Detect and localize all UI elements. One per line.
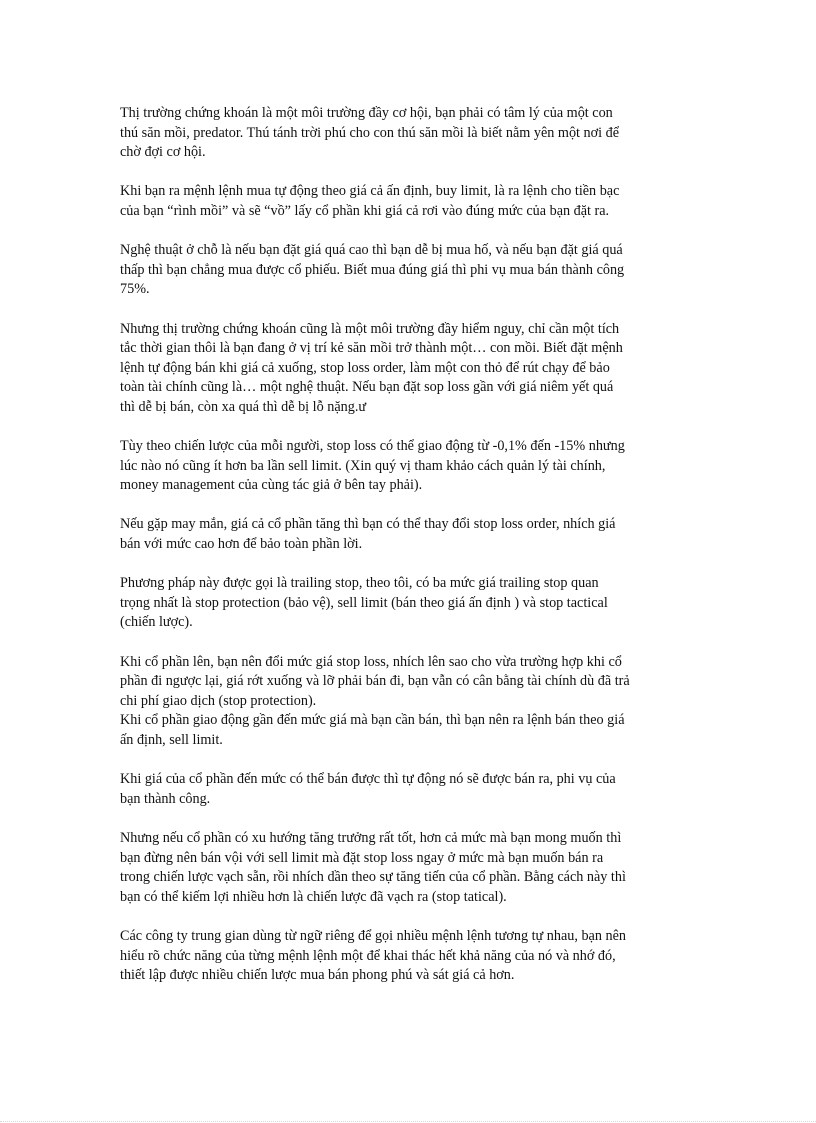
document-body (120, 104, 700, 1005)
text-line: Tùy theo chiến lược của mỗi người, stop loss có thể giao động từ -0,1% đến -15% nhưng (120, 438, 625, 455)
text-line: trọng nhất là stop protection (bảo vệ), sell limit (bán theo giá ấn định ) và stop tactical (120, 594, 608, 611)
text-line: toàn tài chính cũng là… một nghệ thuật. Nếu bạn đặt sop loss gần với giá niêm yết quá (120, 379, 614, 396)
text-line: Khi cổ phần lên, bạn nên đổi mức giá stop loss, nhích lên sao cho vừa trường hợp khi cổ (120, 653, 622, 670)
text-line: bạn thành công. (120, 790, 211, 807)
text-line: thấp thì bạn chẳng mua được cổ phiếu. Biết mua đúng giá thì phi vụ mua bán thành công (120, 261, 625, 278)
text-line: của bạn “rình mồi” và sẽ “vồ” lấy cổ phần khi giá cả rơi vào đúng mức của bạn đặt ra. (120, 202, 610, 219)
page-bottom-divider (0, 1121, 816, 1122)
text-line: tắc thời gian thôi là bạn đang ở vị trí kẻ săn mồi trở thành một… con mồi. Biết đặt mệnh (120, 340, 623, 357)
paragraph (120, 770, 700, 809)
text-line: lệnh tự động bán khi giá cả xuống, stop loss order, làm một con thỏ để rút chạy để bảo (120, 359, 610, 376)
text-line: Khi giá của cổ phần đến mức có thể bán được thì tự động nó sẽ được bán ra, phi vụ của (120, 771, 616, 788)
text-line: Các công ty trung gian dùng từ ngữ riêng để gọi nhiều mệnh lệnh tương tự nhau, bạn nên (120, 927, 626, 944)
text-line: ấn định, sell limit. (120, 732, 223, 748)
text-line: bạn có thể kiếm lợi nhiều hơn là chiến lược đã vạch ra (stop tatical). (120, 888, 507, 905)
paragraph (120, 829, 700, 907)
text-line: money management của cùng tác giả ở bên tay phải). (120, 477, 423, 494)
text-line: Nghệ thuật ở chỗ là nếu bạn đặt giá quá cao thì bạn dễ bị mua hố, và nếu bạn đặt giá quá (120, 242, 623, 259)
text-line: bán với mức cao hơn để bảo toàn phần lời. (120, 536, 363, 553)
text-line: Khi bạn ra mệnh lệnh mua tự động theo giá cả ấn định, buy limit, là ra lệnh cho tiền bạc (120, 183, 620, 200)
text-line: trong chiến lược vạch sẵn, rồi nhích dần theo sự tăng tiến của cổ phần. Bằng cách này thì (120, 869, 626, 886)
paragraph (120, 241, 700, 300)
paragraph (120, 182, 700, 221)
text-line: (chiến lược). (120, 614, 193, 631)
paragraph (120, 711, 700, 750)
text-line: bạn đừng nên bán vội với sell limit mà đặt stop loss ngay ở mức mà bạn muốn bán ra (120, 849, 604, 866)
text-line: thiết lập được nhiều chiến lược mua bán phong phú và sát giá cả hơn. (120, 967, 515, 984)
paragraph (120, 927, 700, 986)
text-line: Nhưng thị trường chứng khoán cũng là một môi trường đầy hiểm nguy, chỉ cần một tích (120, 320, 620, 337)
text-line: Thị trường chứng khoán là một môi trường đầy cơ hội, bạn phải có tâm lý của một con (120, 105, 613, 121)
text-line: Khi cổ phần giao động gần đến mức giá mà bạn cần bán, thì bạn nên ra lệnh bán theo giá (120, 712, 625, 729)
text-line: Nếu gặp may mắn, giá cả cổ phần tăng thì bạn có thể thay đổi stop loss order, nhích giá (120, 516, 616, 533)
text-line: 75%. (120, 281, 150, 298)
text-line: phần đi ngược lại, giá rớt xuống và lỡ phải bán đi, bạn vẫn có cân bằng tài chính dù đã trả (120, 673, 630, 690)
text-line: thì dễ bị bán, còn xa quá thì dễ bị lỗ nặng.ư (120, 398, 367, 415)
paragraph (120, 320, 700, 418)
paragraph (120, 515, 700, 554)
text-line: Phương pháp này được gọi là trailing stop, theo tôi, có ba mức giá trailing stop quan (120, 575, 599, 592)
text-line: hiểu rõ chức năng của từng mệnh lệnh một để khai thác hết khả năng của nó và nhớ đó, (120, 947, 616, 964)
text-line: chờ đợi cơ hội. (120, 144, 206, 161)
paragraph (120, 653, 700, 712)
paragraph (120, 437, 700, 496)
text-line: thú săn mồi, predator. Thú tánh trời phú cho con thú săn mồi là biết nằm yên một nơi để (120, 124, 620, 141)
text-line: lúc nào nó cũng ít hơn ba lần sell limit. (Xin quý vị tham khảo cách quản lý tài chính, (120, 457, 606, 474)
text-line: chi phí giao dịch (stop protection). (120, 692, 317, 709)
text-line: Nhưng nếu cổ phần có xu hướng tăng trưởng rất tốt, hơn cả mức mà bạn mong muốn thì (120, 829, 622, 846)
paragraph (120, 574, 700, 633)
paragraph (120, 104, 700, 163)
